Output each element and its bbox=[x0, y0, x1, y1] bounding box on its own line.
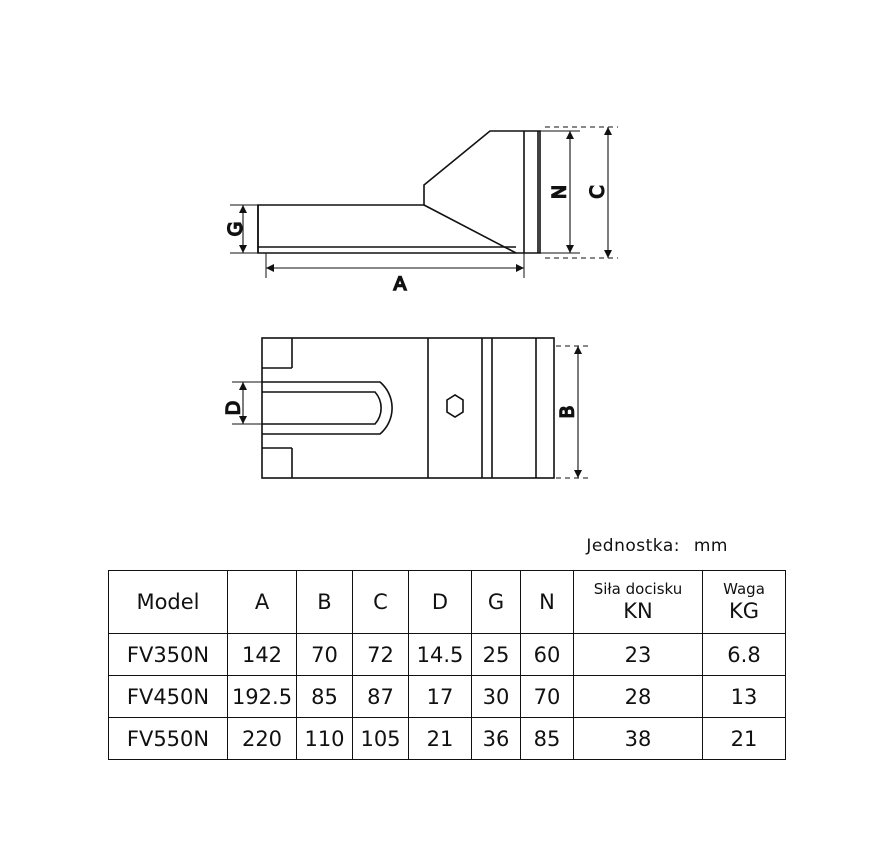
unit-note-value: mm bbox=[693, 536, 728, 556]
header-g-label: G bbox=[487, 590, 505, 614]
cell-a: 220 bbox=[228, 718, 297, 760]
cell-n: 70 bbox=[521, 676, 574, 718]
cell-g: 36 bbox=[472, 718, 521, 760]
header-n-label: N bbox=[539, 590, 555, 614]
header-g bbox=[472, 571, 521, 634]
cell-a: 142 bbox=[228, 634, 297, 676]
header-model-label: Model bbox=[136, 590, 200, 614]
cell-weight: 21 bbox=[703, 718, 786, 760]
cell-d: 17 bbox=[409, 676, 472, 718]
table-row bbox=[109, 634, 786, 676]
header-b bbox=[297, 571, 353, 634]
cell-d: 21 bbox=[409, 718, 472, 760]
unit-note-label: Jednostka: bbox=[586, 536, 680, 556]
dim-label-d: D bbox=[222, 400, 245, 416]
header-a bbox=[228, 571, 297, 634]
cell-n: 60 bbox=[521, 634, 574, 676]
header-weight-unit: KG bbox=[728, 598, 760, 623]
cell-g: 25 bbox=[472, 634, 521, 676]
dim-label-n: N bbox=[548, 184, 571, 200]
header-clamping-force-label: Siła docisku bbox=[593, 580, 683, 599]
header-weight-label: Waga bbox=[723, 580, 765, 599]
table-row bbox=[109, 718, 786, 760]
table-header-row bbox=[109, 571, 786, 634]
header-a-label: A bbox=[254, 590, 270, 614]
header-c-label: C bbox=[373, 590, 388, 614]
dim-label-c: C bbox=[586, 185, 609, 199]
spec-table bbox=[108, 570, 786, 760]
cell-force: 38 bbox=[574, 718, 703, 760]
cell-weight: 13 bbox=[703, 676, 786, 718]
dim-label-a: A bbox=[393, 273, 407, 295]
header-b-label: B bbox=[317, 590, 332, 614]
dim-label-g: G bbox=[224, 221, 247, 237]
cell-b: 85 bbox=[297, 676, 353, 718]
cell-n: 85 bbox=[521, 718, 574, 760]
cell-b: 70 bbox=[297, 634, 353, 676]
header-c bbox=[353, 571, 409, 634]
cell-weight: 6.8 bbox=[703, 634, 786, 676]
header-clamping-force-unit: KN bbox=[623, 598, 653, 623]
cell-model: FV550N bbox=[109, 718, 228, 760]
top-view-outline bbox=[262, 338, 554, 478]
cell-a: 192.5 bbox=[228, 676, 297, 718]
header-d bbox=[409, 571, 472, 634]
header-d-label: D bbox=[431, 590, 449, 614]
cell-c: 87 bbox=[353, 676, 409, 718]
spec-table-body bbox=[109, 634, 786, 760]
side-view-outline bbox=[258, 131, 540, 253]
table-row bbox=[109, 676, 786, 718]
cell-c: 105 bbox=[353, 718, 409, 760]
cell-c: 72 bbox=[353, 634, 409, 676]
cell-model: FV450N bbox=[109, 676, 228, 718]
cell-g: 30 bbox=[472, 676, 521, 718]
unit-note bbox=[586, 536, 728, 556]
header-weight bbox=[703, 571, 786, 634]
cell-force: 23 bbox=[574, 634, 703, 676]
header-n bbox=[521, 571, 574, 634]
spec-table-head bbox=[109, 571, 786, 634]
header-model bbox=[109, 571, 228, 634]
cell-force: 28 bbox=[574, 676, 703, 718]
cell-d: 14.5 bbox=[409, 634, 472, 676]
cell-model: FV350N bbox=[109, 634, 228, 676]
dim-label-b: B bbox=[556, 405, 579, 419]
header-clamping-force bbox=[574, 571, 703, 634]
cell-b: 110 bbox=[297, 718, 353, 760]
